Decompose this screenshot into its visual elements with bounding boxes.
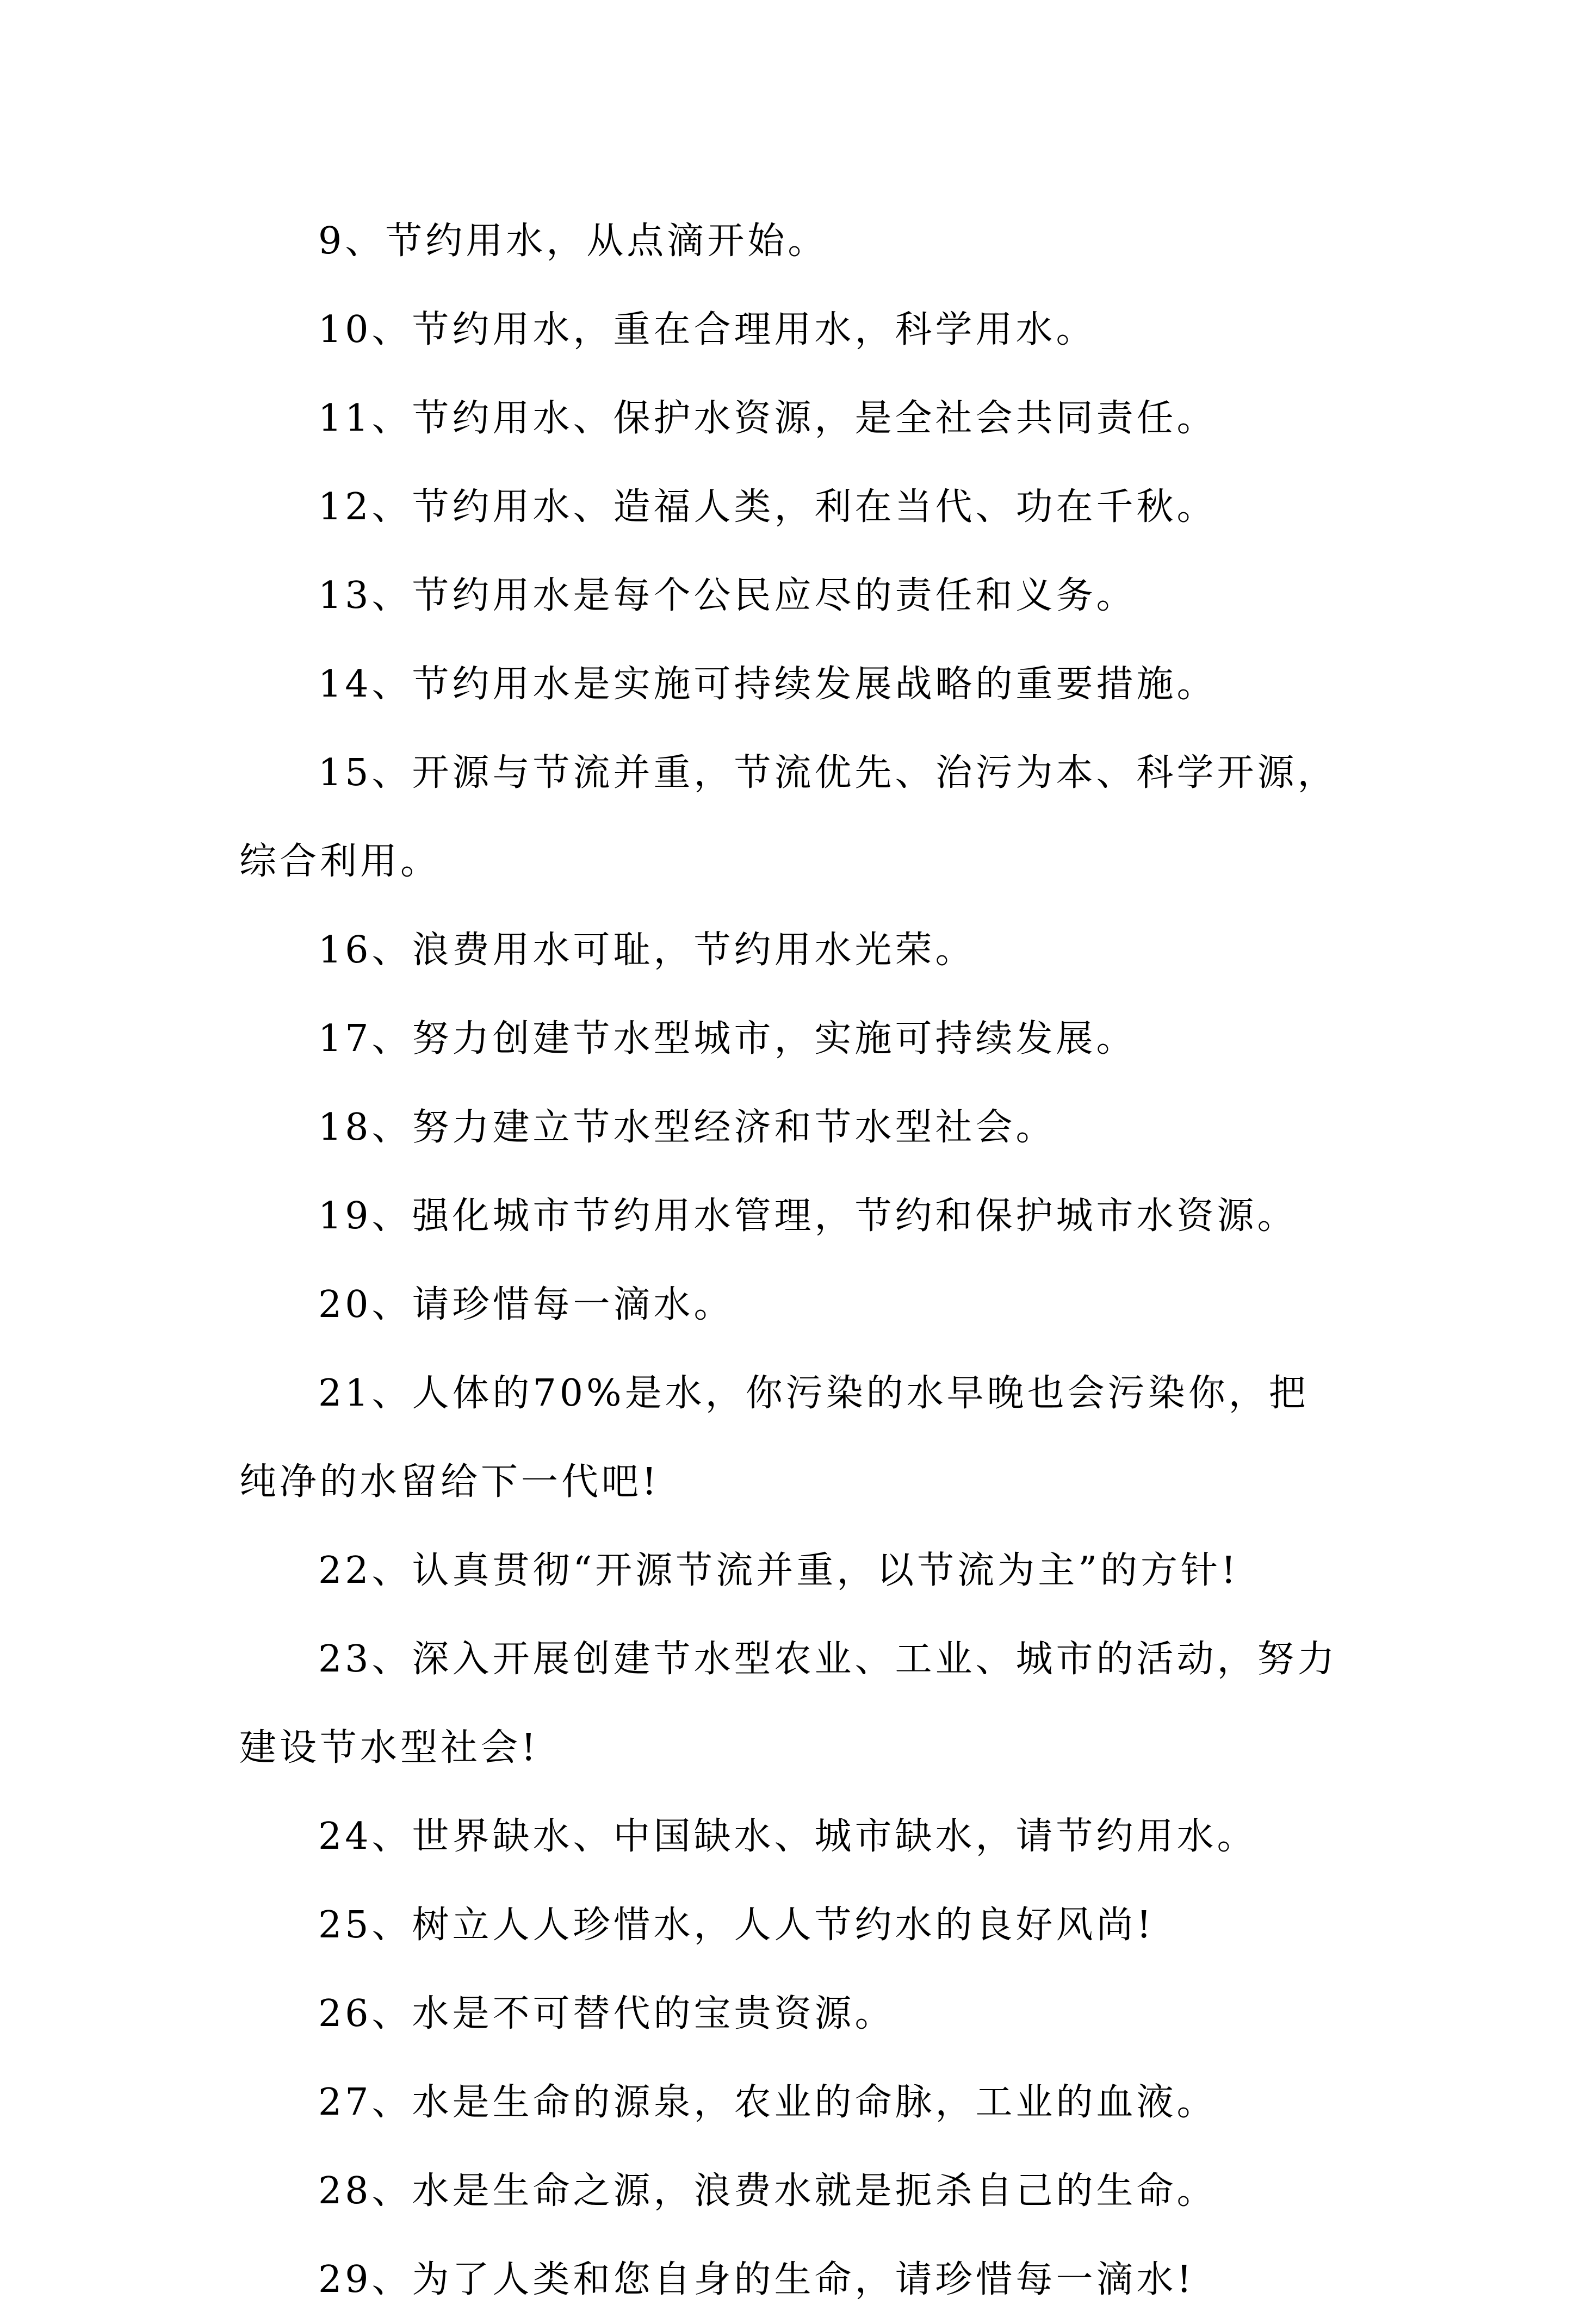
paragraph-13: 13、节约用水是每个公民应尽的责任和义务。 xyxy=(318,574,1137,617)
paragraph-24: 24、世界缺水、中国缺水、城市缺水，请节约用水。 xyxy=(318,1815,1257,1858)
paragraph-20: 20、请珍惜每一滴水。 xyxy=(318,1283,734,1326)
paragraph-18: 18、努力建立节水型经济和节水型社会。 xyxy=(318,1106,1056,1149)
paragraph-22: 22、认真贯彻“开源节流并重，以节流为主”的方针! xyxy=(318,1549,1240,1592)
paragraph-16: 16、浪费用水可耻，节约用水光荣。 xyxy=(318,929,976,972)
paragraph-15: 15、开源与节流并重，节流优先、治污为本、科学开源，综合利用。 xyxy=(239,751,1338,883)
document-body xyxy=(239,197,1349,2324)
paragraph-26: 26、水是不可替代的宝贵资源。 xyxy=(318,1992,895,2035)
paragraph-29: 29、为了人类和您自身的生命，请珍惜每一滴水! xyxy=(318,2258,1195,2301)
paragraph-23: 23、深入开展创建节水型农业、工业、城市的活动，努力建设节水型社会! xyxy=(239,1638,1338,1769)
paragraph-17: 17、努力创建节水型城市，实施可持续发展。 xyxy=(318,1017,1137,1060)
paragraph-28: 28、水是生命之源，浪费水就是扼杀自己的生命。 xyxy=(318,2170,1217,2213)
paragraph-14: 14、节约用水是实施可持续发展战略的重要措施。 xyxy=(318,663,1217,706)
paragraph-27: 27、水是生命的源泉，农业的命脉，工业的血液。 xyxy=(318,2081,1217,2124)
paragraph-21: 21、人体的70%是水，你污染的水早晚也会污染你，把纯净的水留给下一代吧! xyxy=(239,1372,1309,1503)
paragraph-11: 11、节约用水、保护水资源，是全社会共同责任。 xyxy=(318,397,1217,440)
paragraph-12: 12、节约用水、造福人类，利在当代、功在千秋。 xyxy=(318,486,1217,529)
paragraph-25: 25、树立人人珍惜水，人人节约水的良好风尚! xyxy=(318,1904,1155,1947)
paragraph-9: 9、节约用水，从点滴开始。 xyxy=(318,220,828,263)
paragraph-19: 19、强化城市节约用水管理，节约和保护城市水资源。 xyxy=(318,1195,1298,1238)
paragraph-10: 10、节约用水，重在合理用水，科学用水。 xyxy=(318,308,1096,351)
